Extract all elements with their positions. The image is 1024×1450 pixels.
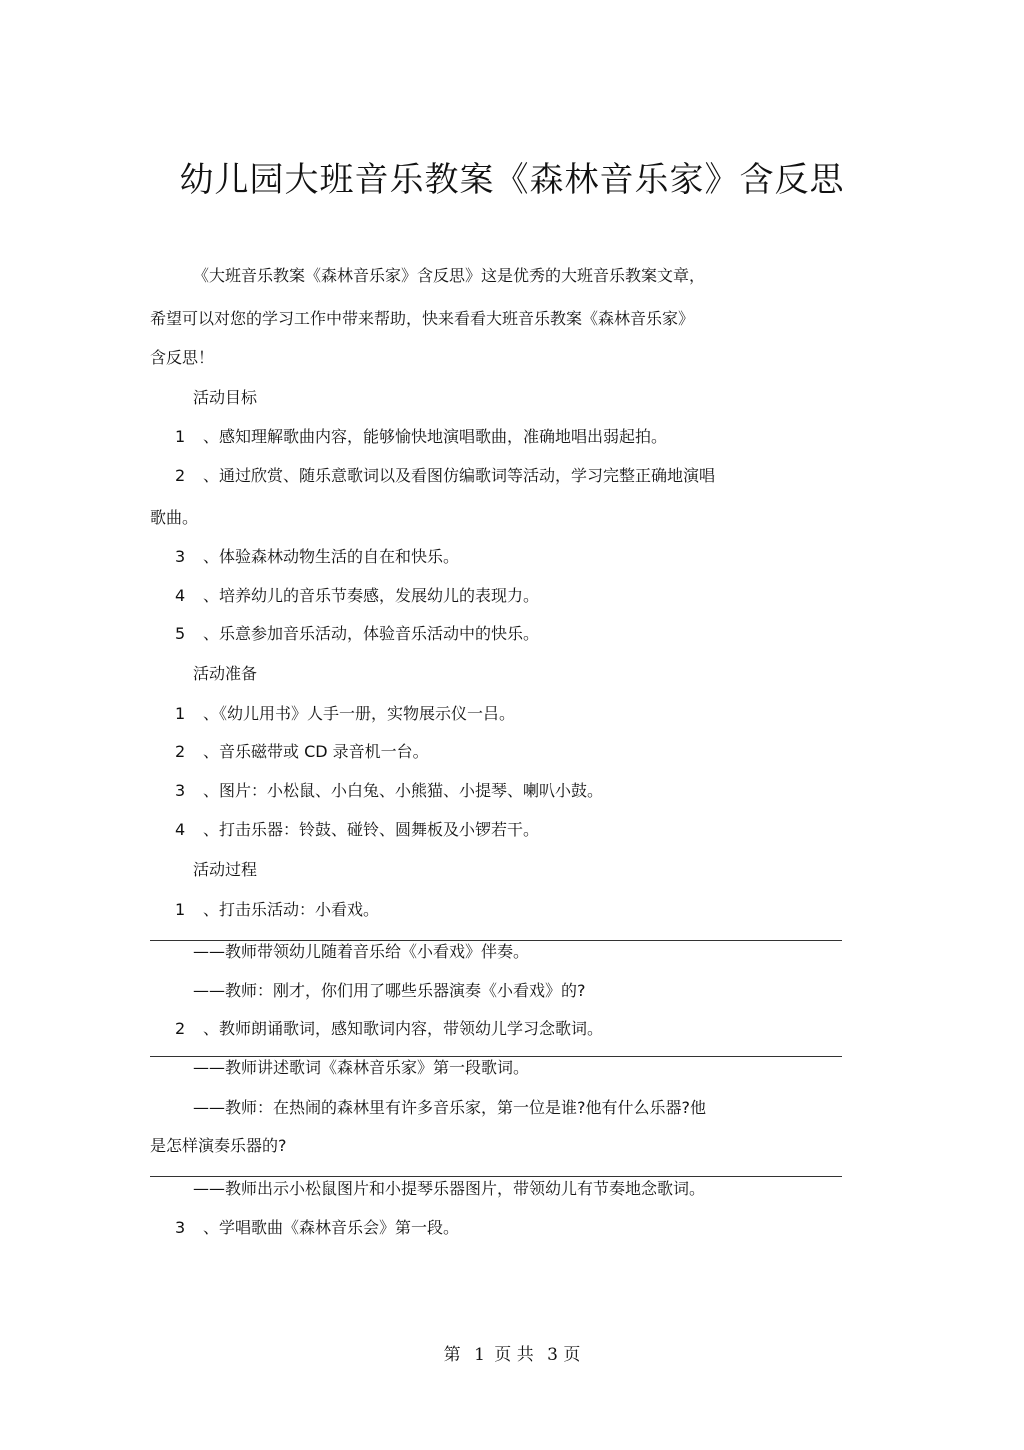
process-text: 、学唱歌曲《森林音乐会》第一段。 — [203, 1218, 460, 1237]
process-heading: 活动过程 — [193, 860, 258, 879]
intro-line-1: 《大班音乐教案《森林音乐家》含反思》这是优秀的大班音乐教案文章， — [193, 266, 706, 285]
prep-text: 、《幼儿用书》人手一册，实物展示仪一吕。 — [203, 704, 516, 723]
prep-number: 4 — [175, 820, 186, 839]
divider-line — [150, 1176, 842, 1177]
process-note: ——教师带领幼儿随着音乐给《小看戏》伴奏。 — [193, 942, 530, 961]
prep-text: 、音乐磁带或 CD 录音机一台。 — [203, 742, 429, 761]
process-text: 、教师朗诵歌词，感知歌词内容，带领幼儿学习念歌词。 — [203, 1019, 604, 1038]
goal-number: 2 — [175, 466, 186, 485]
prep-text: 、打击乐器：铃鼓、碰铃、圆舞板及小锣若干。 — [203, 820, 540, 839]
process-text: 、打击乐活动：小看戏。 — [203, 900, 380, 919]
goal-number: 1 — [175, 427, 186, 446]
prep-number: 1 — [175, 704, 186, 723]
goal-text: 、通过欣赏、随乐意歌词以及看图仿编歌词等活动，学习完整正确地演唱 — [203, 466, 716, 485]
goal-number: 4 — [175, 586, 186, 605]
divider-line — [150, 1056, 842, 1057]
goal-number: 3 — [175, 547, 186, 566]
goal-text: 、乐意参加音乐活动，体验音乐活动中的快乐。 — [203, 624, 540, 643]
process-number: 2 — [175, 1019, 186, 1038]
process-note: ——教师：在热闹的森林里有许多音乐家，第一位是谁?他有什么乐器?他 — [193, 1098, 706, 1117]
goal-text-continued: 歌曲。 — [150, 508, 199, 527]
process-note: ——教师出示小松鼠图片和小提琴乐器图片，带领幼儿有节奏地念歌词。 — [193, 1179, 706, 1198]
footer-total-pages: 3 — [547, 1345, 558, 1365]
goals-heading: 活动目标 — [193, 388, 258, 407]
process-note-continued: 是怎样演奏乐器的? — [150, 1136, 287, 1155]
process-number: 3 — [175, 1218, 186, 1237]
footer-page-number: 1 — [474, 1345, 485, 1365]
page-footer — [0, 1340, 1024, 1365]
process-number: 1 — [175, 900, 186, 919]
divider-line — [150, 940, 842, 941]
prep-number: 3 — [175, 781, 186, 800]
footer-suffix: 页 — [563, 1345, 581, 1365]
process-note: ——教师讲述歌词《森林音乐家》第一段歌词。 — [193, 1058, 530, 1077]
goal-text: 、感知理解歌曲内容，能够愉快地演唱歌曲，准确地唱出弱起拍。 — [203, 427, 668, 446]
footer-prefix: 第 — [443, 1345, 461, 1365]
intro-line-2: 希望可以对您的学习工作中带来帮助，快来看看大班音乐教案《森林音乐家》 — [150, 309, 695, 328]
process-note: ——教师：刚才，你们用了哪些乐器演奏《小看戏》的? — [193, 981, 586, 1000]
goal-text: 、体验森林动物生活的自在和快乐。 — [203, 547, 460, 566]
goal-text: 、培养幼儿的音乐节奏感，发展幼儿的表现力。 — [203, 586, 540, 605]
goal-number: 5 — [175, 624, 186, 643]
prep-number: 2 — [175, 742, 186, 761]
prep-text: 、图片：小松鼠、小白兔、小熊猫、小提琴、喇叭小鼓。 — [203, 781, 604, 800]
prep-heading: 活动准备 — [193, 664, 258, 683]
footer-middle: 页 共 — [494, 1345, 534, 1365]
document-title: 幼儿园大班音乐教案《森林音乐家》含反思 — [179, 160, 845, 200]
intro-line-3: 含反思！ — [150, 348, 215, 367]
